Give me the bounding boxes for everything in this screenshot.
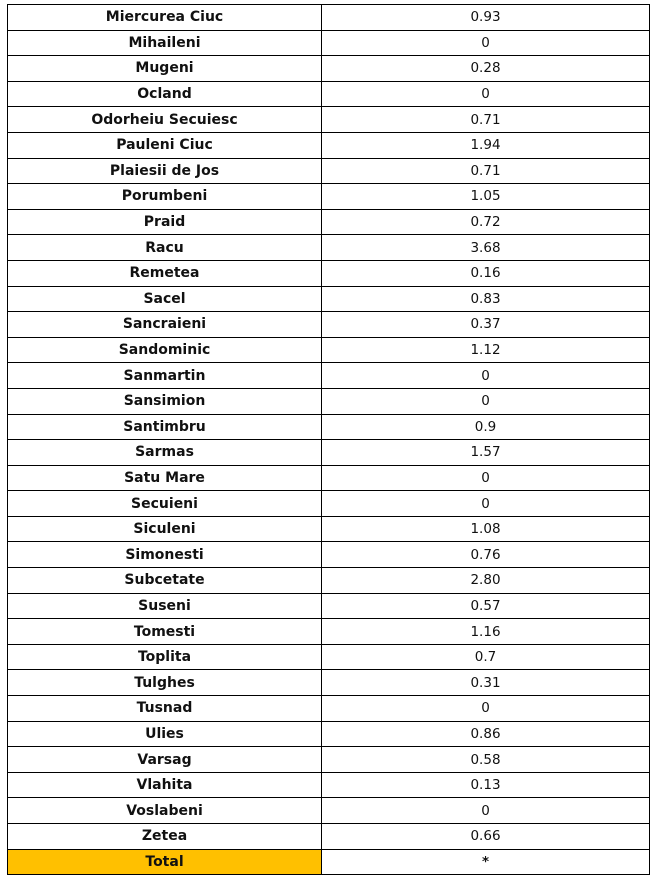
locality-value: 1.05 <box>322 184 650 210</box>
locality-value: 0.83 <box>322 286 650 312</box>
localities-table <box>7 4 650 875</box>
locality-value: 0.37 <box>322 312 650 338</box>
locality-value: 1.94 <box>322 132 650 158</box>
table-row <box>8 363 650 389</box>
locality-value: 0 <box>322 465 650 491</box>
locality-name: Varsag <box>8 747 322 773</box>
locality-value: 0.31 <box>322 670 650 696</box>
table-row <box>8 388 650 414</box>
locality-name: Odorheiu Secuiesc <box>8 107 322 133</box>
data-table-container <box>7 4 649 875</box>
locality-name: Sansimion <box>8 388 322 414</box>
locality-value: 1.12 <box>322 337 650 363</box>
table-row <box>8 414 650 440</box>
locality-name: Mihaileni <box>8 30 322 56</box>
locality-value: 0.57 <box>322 593 650 619</box>
locality-name: Sanmartin <box>8 363 322 389</box>
locality-name: Voslabeni <box>8 798 322 824</box>
locality-value: 0.71 <box>322 158 650 184</box>
locality-name: Sarmas <box>8 440 322 466</box>
locality-name: Porumbeni <box>8 184 322 210</box>
locality-name: Zetea <box>8 824 322 850</box>
table-row <box>8 568 650 594</box>
locality-value: 0 <box>322 388 650 414</box>
locality-value: 0.66 <box>322 824 650 850</box>
locality-value: 0.28 <box>322 56 650 82</box>
table-row <box>8 184 650 210</box>
locality-value: 0.9 <box>322 414 650 440</box>
locality-name: Vlahita <box>8 772 322 798</box>
table-row <box>8 81 650 107</box>
locality-name: Toplita <box>8 644 322 670</box>
locality-name: Remetea <box>8 260 322 286</box>
locality-name: Sacel <box>8 286 322 312</box>
table-row <box>8 158 650 184</box>
table-row <box>8 670 650 696</box>
locality-value: 0.72 <box>322 209 650 235</box>
locality-name: Praid <box>8 209 322 235</box>
table-row <box>8 260 650 286</box>
table-row <box>8 516 650 542</box>
table-row <box>8 209 650 235</box>
table-row <box>8 798 650 824</box>
locality-name: Racu <box>8 235 322 261</box>
table-row <box>8 619 650 645</box>
locality-value: 0 <box>322 798 650 824</box>
table-row <box>8 440 650 466</box>
table-row <box>8 542 650 568</box>
locality-name: Santimbru <box>8 414 322 440</box>
table-row <box>8 824 650 850</box>
locality-name: Tulghes <box>8 670 322 696</box>
locality-name: Sandominic <box>8 337 322 363</box>
locality-name: Sancraieni <box>8 312 322 338</box>
table-row <box>8 465 650 491</box>
locality-value: 0.7 <box>322 644 650 670</box>
table-row <box>8 132 650 158</box>
locality-name: Satu Mare <box>8 465 322 491</box>
total-label: Total <box>8 849 322 875</box>
total-row <box>8 849 650 875</box>
table-row <box>8 30 650 56</box>
table-row <box>8 644 650 670</box>
locality-value: 0 <box>322 696 650 722</box>
locality-value: 0 <box>322 81 650 107</box>
locality-value: 0.86 <box>322 721 650 747</box>
total-value: * <box>322 849 650 875</box>
locality-name: Tomesti <box>8 619 322 645</box>
locality-name: Ulies <box>8 721 322 747</box>
table-row <box>8 696 650 722</box>
locality-name: Pauleni Ciuc <box>8 132 322 158</box>
locality-name: Siculeni <box>8 516 322 542</box>
locality-value: 0 <box>322 30 650 56</box>
table-row <box>8 107 650 133</box>
table-row <box>8 337 650 363</box>
table-row <box>8 772 650 798</box>
locality-name: Subcetate <box>8 568 322 594</box>
locality-value: 3.68 <box>322 235 650 261</box>
table-row <box>8 286 650 312</box>
locality-value: 0.13 <box>322 772 650 798</box>
table-row <box>8 56 650 82</box>
locality-value: 0.16 <box>322 260 650 286</box>
locality-name: Mugeni <box>8 56 322 82</box>
locality-value: 1.57 <box>322 440 650 466</box>
table-row <box>8 235 650 261</box>
table-row <box>8 747 650 773</box>
locality-value: 1.16 <box>322 619 650 645</box>
locality-name: Plaiesii de Jos <box>8 158 322 184</box>
table-row <box>8 312 650 338</box>
table-row <box>8 593 650 619</box>
table-body <box>8 5 650 875</box>
locality-name: Simonesti <box>8 542 322 568</box>
locality-name: Suseni <box>8 593 322 619</box>
table-row <box>8 5 650 31</box>
table-row <box>8 721 650 747</box>
locality-name: Miercurea Ciuc <box>8 5 322 31</box>
locality-value: 0.93 <box>322 5 650 31</box>
locality-value: 0 <box>322 363 650 389</box>
locality-value: 2.80 <box>322 568 650 594</box>
locality-value: 0.71 <box>322 107 650 133</box>
locality-value: 0.58 <box>322 747 650 773</box>
locality-value: 1.08 <box>322 516 650 542</box>
locality-value: 0 <box>322 491 650 517</box>
table-row <box>8 491 650 517</box>
locality-name: Ocland <box>8 81 322 107</box>
locality-name: Secuieni <box>8 491 322 517</box>
locality-name: Tusnad <box>8 696 322 722</box>
locality-value: 0.76 <box>322 542 650 568</box>
